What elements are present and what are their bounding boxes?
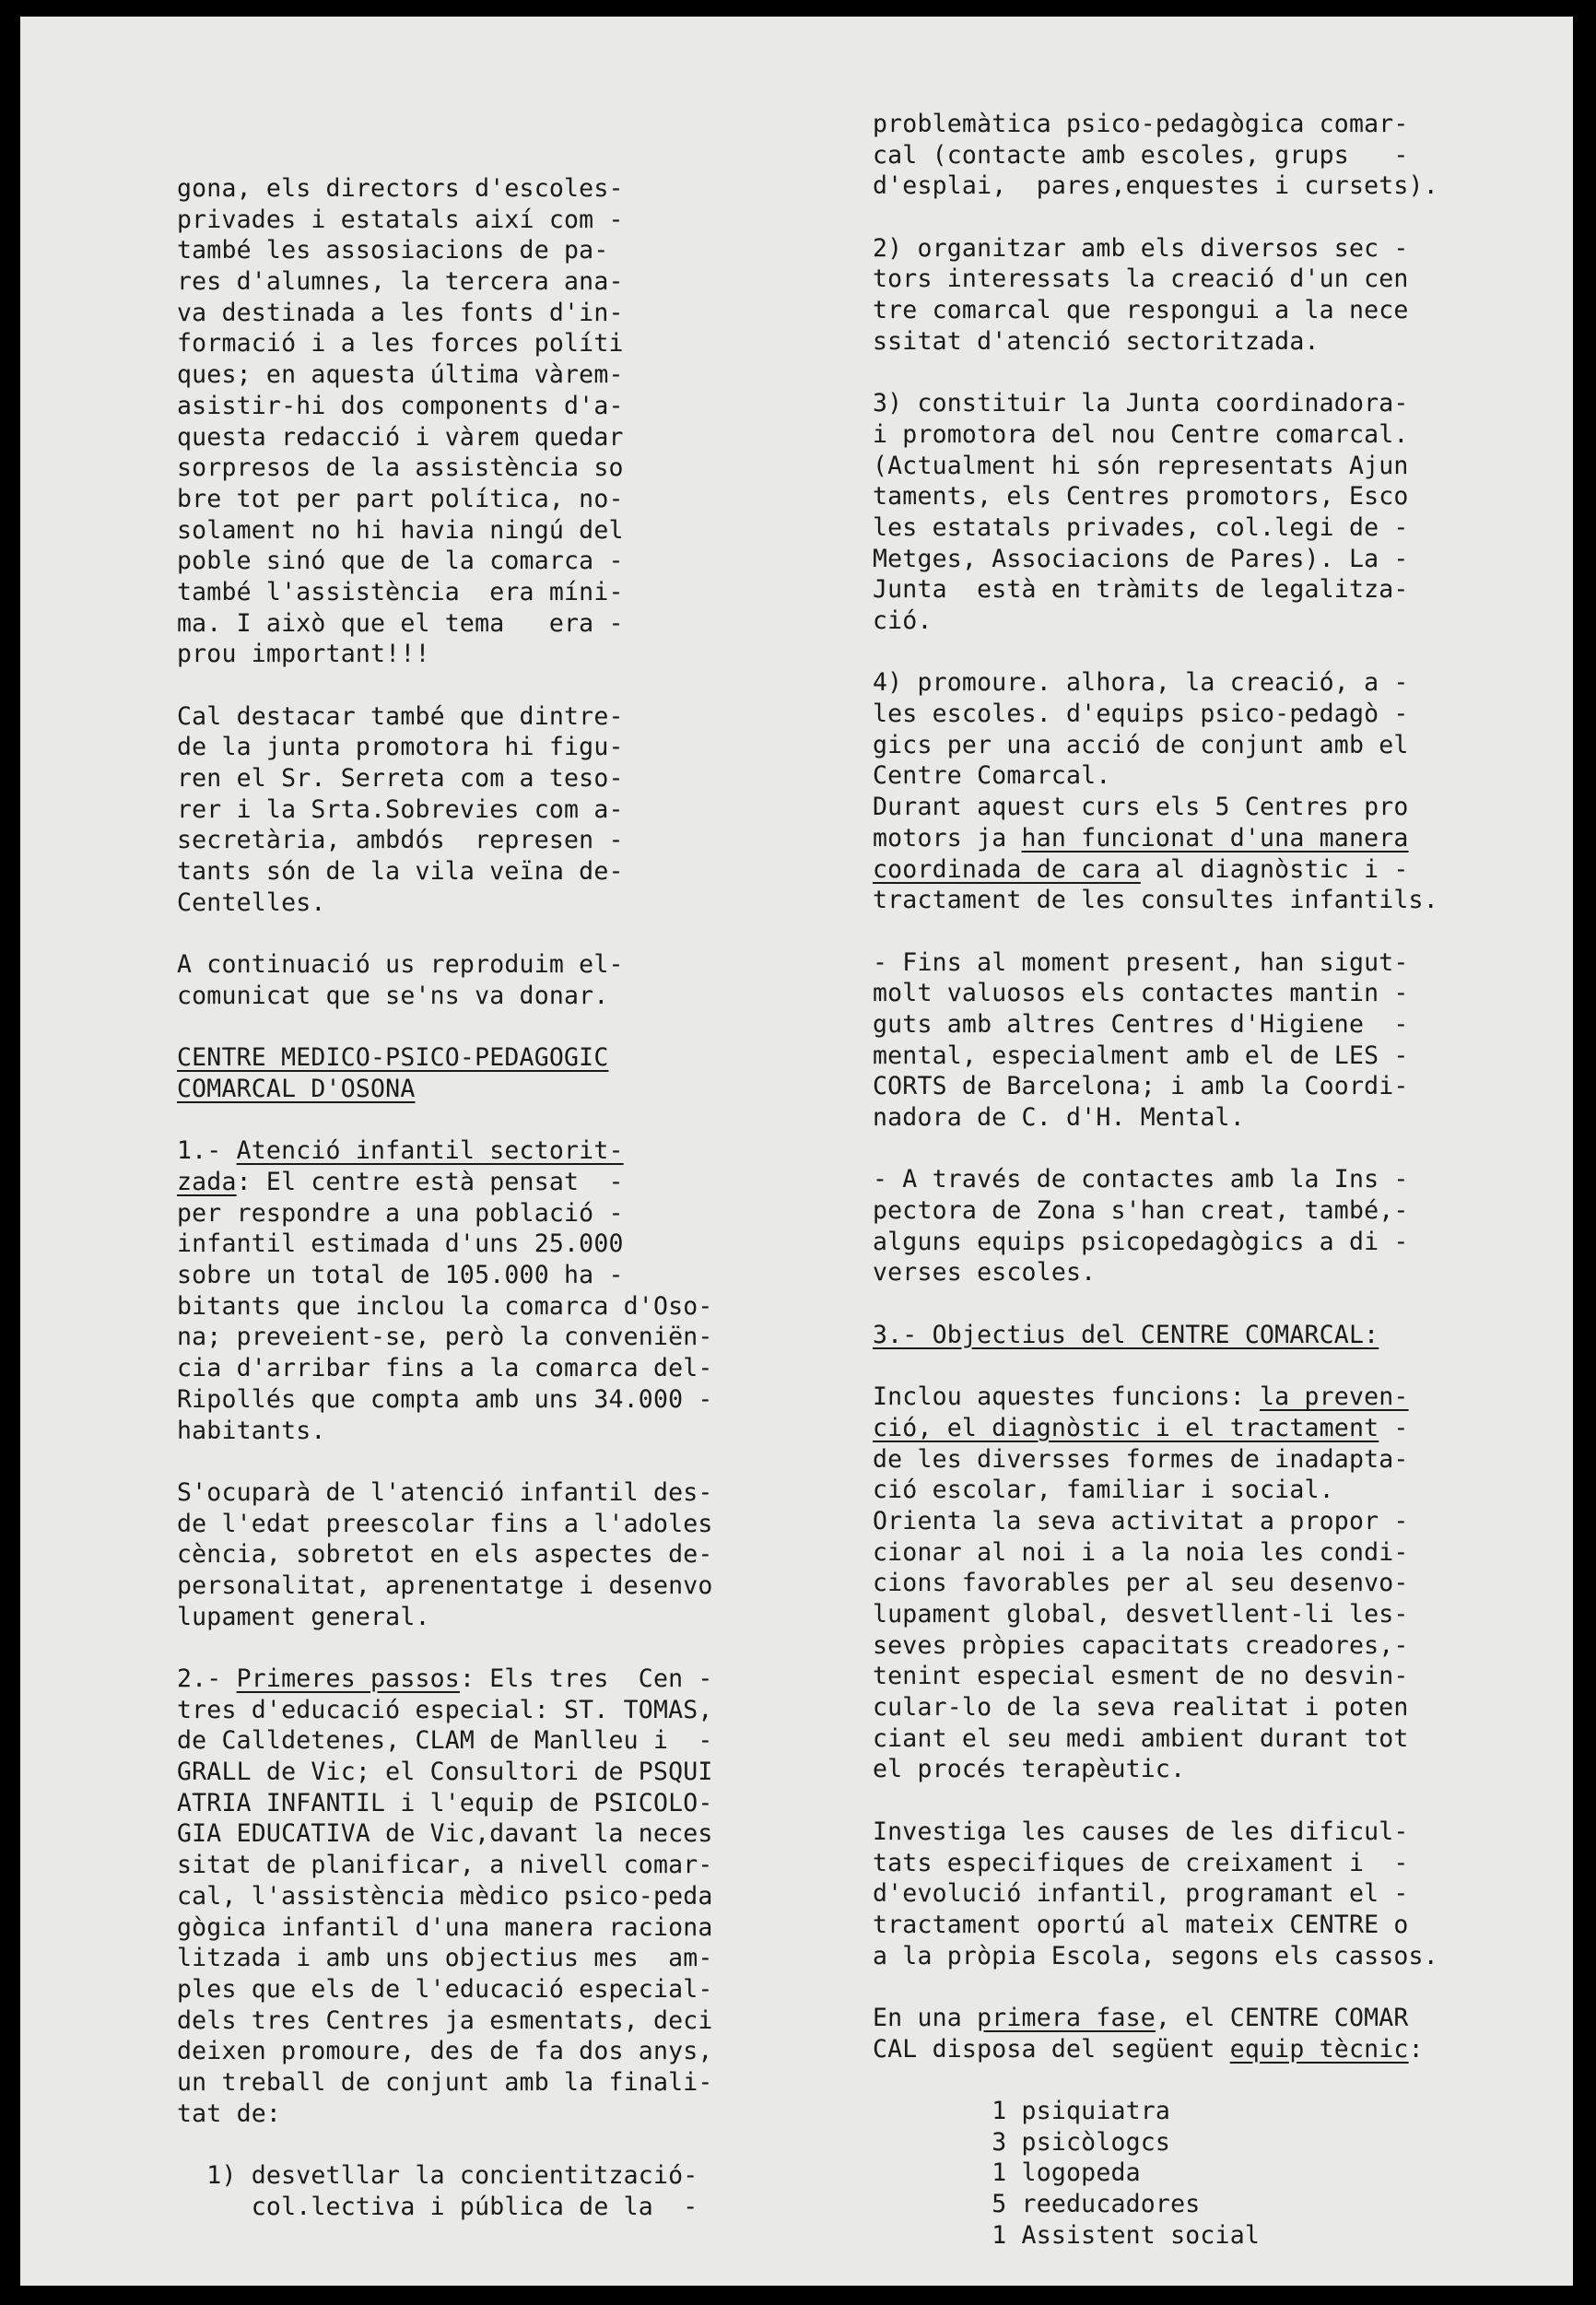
line-text: Durant aquest curs els 5 Centres pro	[873, 793, 1409, 822]
text-line	[873, 760, 1438, 792]
line-text: 3) constituir la Junta coordinadora-	[873, 389, 1409, 418]
text-line	[177, 1167, 713, 1198]
paragraph-gap	[177, 1632, 713, 1664]
text-line	[873, 1320, 1438, 1351]
text-line	[177, 949, 713, 981]
line-text: cència, sobretot en els aspectes de-	[177, 1540, 713, 1570]
text-line	[873, 481, 1438, 512]
line-text: també les assosiacions de pa-	[177, 236, 609, 265]
underlined-text: la preven-	[1260, 1382, 1409, 1412]
line-text: solament no hi havia ningú del	[177, 515, 624, 545]
line-suffix: -	[1379, 1413, 1409, 1442]
text-line	[177, 391, 713, 422]
line-text: personalitat, aprenentatge i desenvo	[177, 1570, 713, 1600]
text-line	[873, 1413, 1438, 1444]
line-text: 1 logopeda	[873, 2158, 1141, 2188]
line-text: infantil estimada d'uns 25.000	[177, 1229, 624, 1259]
line-text: Centelles.	[177, 888, 326, 917]
line-text: dels tres Centres ja esmentats, deci	[177, 2005, 713, 2035]
text-line	[177, 1788, 713, 1819]
text-line	[873, 419, 1438, 451]
line-text: problemàtica psico-pedagògica comar-	[873, 110, 1409, 138]
text-line	[177, 1198, 713, 1229]
text-line	[177, 1229, 713, 1260]
text-line	[177, 1943, 713, 1974]
line-text: (Actualment hi són representats Ajun	[873, 451, 1409, 480]
line-text: 1 psiquiatra	[873, 2097, 1171, 2125]
line-text: ren el Sr. Serreta com a teso-	[177, 764, 624, 794]
text-line	[177, 2160, 713, 2192]
text-line	[177, 888, 713, 919]
text-line	[177, 1416, 713, 1447]
text-line	[177, 1539, 713, 1570]
line-text: a la pròpia Escola, segons els cassos.	[873, 1941, 1438, 1970]
text-line	[873, 451, 1438, 482]
text-line	[873, 140, 1438, 171]
paragraph-gap	[873, 1288, 1438, 1320]
text-line	[873, 1599, 1438, 1630]
paragraph-gap	[873, 1785, 1438, 1817]
line-text: bre tot per part política, no-	[177, 484, 624, 513]
line-text: lupament general.	[177, 1602, 430, 1631]
line-text: tors interessats la creació d'un cen	[873, 265, 1409, 294]
line-text: pectora de Zona s'han creat, també,-	[873, 1196, 1409, 1226]
line-text: sobre un total de 105.000 ha -	[177, 1261, 624, 1290]
line-text: mental, especialment amb el de LES -	[873, 1041, 1409, 1070]
line-text: Metges, Associacions de Pares). La -	[873, 544, 1409, 573]
text-line	[177, 1477, 713, 1509]
line-text: secretària, ambdós represen -	[177, 826, 624, 855]
text-line	[873, 1475, 1438, 1506]
line-text: de l'edat preescolar fins a l'adoles	[177, 1509, 713, 1538]
text-line	[177, 422, 713, 453]
text-line	[177, 1570, 713, 1602]
line-text: A continuació us reproduim el-	[177, 950, 624, 980]
underlined-text: zada	[177, 1168, 237, 1196]
line-text: les estatals privades, col.legi de -	[873, 512, 1409, 542]
text-line	[873, 1754, 1438, 1785]
line-text: guts amb altres Centres d'Higiene -	[873, 1009, 1409, 1039]
line-text: tractament de les consultes infantils.	[873, 886, 1438, 915]
line-text: privades i estatals així com -	[177, 205, 624, 234]
text-line	[177, 2036, 713, 2067]
text-line	[873, 1817, 1438, 1848]
text-line	[177, 1881, 713, 1912]
text-line	[873, 699, 1438, 730]
line-text: ma. I això que el tema era -	[177, 608, 624, 638]
text-line	[873, 885, 1438, 916]
text-line	[177, 2192, 713, 2223]
text-line	[873, 1041, 1438, 1072]
line-text: Orienta la seva activitat a propor -	[873, 1506, 1409, 1535]
line-text: i promotora del nou Centre comarcal.	[873, 419, 1409, 449]
text-line	[177, 1725, 713, 1757]
line-text: 2) organitzar amb els diversos sec -	[873, 233, 1409, 263]
text-line	[873, 1382, 1438, 1413]
line-text: asistir-hi dos components d'a-	[177, 391, 624, 420]
line-prefix: Inclou aquestes funcions:	[873, 1382, 1261, 1412]
text-line	[873, 1164, 1438, 1195]
line-text: nadora de C. d'H. Mental.	[873, 1103, 1245, 1132]
text-line	[873, 2003, 1438, 2034]
underlined-text: coordinada de cara	[873, 854, 1141, 884]
underlined-text: 3.- Objectius del CENTRE COMARCAL:	[873, 1320, 1379, 1349]
text-line	[873, 667, 1438, 699]
line-text: S'ocuparà de l'atenció infantil des-	[177, 1477, 713, 1507]
text-line	[873, 1537, 1438, 1569]
text-line	[873, 978, 1438, 1009]
text-line	[873, 1506, 1438, 1537]
line-text: res d'alumnes, la tercera ana-	[177, 267, 624, 297]
line-text: - A través de contactes amb la Ins -	[873, 1165, 1409, 1194]
line-text: ques; en aquesta última vàrem-	[177, 360, 624, 390]
text-line	[873, 1227, 1438, 1258]
text-line	[177, 608, 713, 640]
text-line	[177, 1322, 713, 1353]
line-suffix: :	[1408, 2034, 1424, 2064]
line-prefix: En una	[873, 2003, 978, 2032]
text-line	[177, 1974, 713, 2005]
text-line	[873, 1568, 1438, 1599]
underlined-text: ció, el diagnòstic i el tractament	[873, 1413, 1379, 1442]
text-line	[873, 1102, 1438, 1134]
paragraph-gap	[873, 1134, 1438, 1165]
text-line	[177, 1757, 713, 1788]
text-line	[177, 577, 713, 608]
line-text: les escoles. d'equips psico-pedagò -	[873, 700, 1409, 729]
text-line	[177, 235, 713, 266]
line-text: per respondre a una població -	[177, 1198, 624, 1228]
text-line	[873, 2127, 1438, 2158]
text-line	[177, 1384, 713, 1416]
line-text: Cal destacar també que dintre-	[177, 701, 624, 731]
text-line	[873, 730, 1438, 761]
line-text: rer i la Srta.Sobrevies com a-	[177, 794, 624, 824]
line-text: cions favorables per al seu desenvo-	[873, 1569, 1409, 1598]
line-text: deixen promoure, des de fa dos anys,	[177, 2037, 713, 2066]
text-line	[873, 1723, 1438, 1755]
text-line	[177, 205, 713, 236]
text-line	[177, 763, 713, 794]
underlined-text: CENTRE MEDICO-PSICO-PEDAGOGIC	[177, 1043, 609, 1073]
text-line	[177, 1074, 713, 1105]
text-line	[873, 1009, 1438, 1041]
line-text: GRALL de Vic; el Consultori de PSQUI	[177, 1758, 713, 1787]
text-line	[873, 792, 1438, 823]
line-text: tenint especial esment de no desvin-	[873, 1662, 1409, 1691]
line-text: litzada i amb uns objectius mes am-	[177, 1944, 713, 1973]
text-line	[177, 1291, 713, 1323]
text-line	[177, 794, 713, 826]
text-line	[873, 295, 1438, 326]
text-line	[873, 233, 1438, 265]
text-line	[177, 2099, 713, 2130]
line-prefix: motors ja	[873, 823, 1022, 853]
paragraph-gap	[873, 916, 1438, 947]
text-line	[873, 2189, 1438, 2220]
text-line	[177, 359, 713, 391]
line-text: tants són de la vila veïna de-	[177, 857, 624, 887]
line-text: formació i a les forces políti	[177, 329, 624, 359]
line-text: 4) promoure. alhora, la creació, a -	[873, 668, 1409, 698]
line-text: tres d'educació especial: ST. TOMAS,	[177, 1695, 713, 1724]
text-line	[177, 1042, 713, 1074]
text-line	[873, 1630, 1438, 1662]
underlined-text: han funcionat d'una manera	[1021, 823, 1409, 853]
text-line	[177, 1353, 713, 1384]
text-line	[177, 173, 713, 205]
text-line	[873, 1195, 1438, 1227]
text-line	[873, 1910, 1438, 1941]
text-line	[873, 544, 1438, 575]
line-text: també l'assistència era míni-	[177, 577, 624, 606]
line-suffix: : Els tres Cen -	[459, 1664, 713, 1693]
document-page	[20, 17, 1573, 2286]
line-text: tractament oportú al mateix CENTRE o	[873, 1910, 1409, 1939]
line-text: bitants que inclou la comarca d'Oso-	[177, 1291, 713, 1321]
line-text: na; preveient-se, però la conveniën-	[177, 1323, 713, 1352]
paragraph-gap	[873, 2064, 1438, 2096]
text-line	[177, 856, 713, 888]
underlined-text: Primeres passos	[236, 1664, 460, 1693]
text-line	[873, 606, 1438, 637]
text-line	[177, 484, 713, 515]
text-line	[873, 823, 1438, 854]
line-prefix: CAL disposa del següent	[873, 2034, 1230, 2064]
line-text: CORTS de Barcelona; i amb la Coordi-	[873, 1072, 1409, 1101]
line-text: lupament global, desvetllent-li les-	[873, 1600, 1409, 1629]
text-line	[177, 1509, 713, 1540]
line-text: 3 psicòlogcs	[873, 2127, 1171, 2157]
line-prefix: 1.-	[177, 1136, 237, 1166]
line-text: seves pròpies capacitats creadores,-	[873, 1630, 1409, 1660]
paragraph-gap	[177, 2129, 713, 2160]
line-suffix: al diagnòstic i -	[1140, 854, 1409, 884]
line-text: d'esplai, pares,enquestes i cursets).	[873, 171, 1438, 201]
paragraph-gap	[873, 358, 1438, 389]
line-text: Ripollés que compta amb uns 34.000 -	[177, 1384, 713, 1414]
line-text: comunicat que se'ns va donar.	[177, 981, 609, 1010]
text-line	[177, 2067, 713, 2099]
underlined-text: COMARCAL D'OSONA	[177, 1074, 416, 1103]
line-text: el procés terapèutic.	[873, 1755, 1186, 1784]
line-text: molt valuosos els contactes mantin -	[873, 979, 1409, 1008]
underlined-text: primera fase	[977, 2003, 1156, 2032]
text-line	[873, 2220, 1438, 2252]
line-prefix: 2.-	[177, 1664, 237, 1693]
line-text: cia d'arribar fins a la comarca del-	[177, 1354, 713, 1383]
line-text: habitants.	[177, 1416, 326, 1445]
paragraph-gap	[873, 637, 1438, 668]
line-text: va destinada a les fonts d'in-	[177, 298, 624, 327]
line-text: sitat de planificar, a nivell comar-	[177, 1851, 713, 1880]
line-text: tat de:	[177, 2099, 282, 2128]
line-text: taments, els Centres promotors, Esco	[873, 482, 1409, 512]
text-line	[177, 546, 713, 577]
line-text: col.lectiva i pública de la -	[177, 2192, 698, 2221]
text-line	[873, 1848, 1438, 1879]
line-text: verses escoles.	[873, 1258, 1097, 1288]
paragraph-gap	[873, 202, 1438, 233]
left-text-column	[177, 173, 713, 2222]
line-text: cal (contacte amb escoles, grups -	[873, 140, 1409, 170]
line-text: GIA EDUCATIVA de Vic,davant la neces	[177, 1819, 713, 1849]
paragraph-gap	[873, 1351, 1438, 1382]
text-line	[873, 2158, 1438, 2189]
text-line	[177, 328, 713, 359]
line-text: Centre Comarcal.	[873, 761, 1111, 791]
text-line	[177, 701, 713, 733]
paragraph-gap	[177, 1446, 713, 1477]
line-text: de Calldetenes, CLAM de Manlleu i -	[177, 1726, 713, 1756]
text-line	[177, 1850, 713, 1881]
underlined-text: Atenció infantil sectorit-	[236, 1136, 624, 1166]
text-line	[177, 453, 713, 484]
text-line	[873, 1941, 1438, 1972]
line-text: gona, els directors d'escoles-	[177, 174, 624, 203]
paragraph-gap	[177, 1105, 713, 1136]
line-text: un treball de conjunt amb la finali-	[177, 2067, 713, 2097]
text-line	[177, 639, 713, 670]
line-suffix: : El centre està pensat -	[236, 1168, 624, 1196]
line-text: 5 reeducadores	[873, 2190, 1201, 2219]
line-text: gògica infantil d'una manera raciona	[177, 1912, 713, 1942]
line-text: - Fins al moment present, han sigut-	[873, 947, 1409, 977]
line-text: ció escolar, familiar i social.	[873, 1476, 1334, 1505]
line-text: gics per una acció de conjunt amb el	[873, 730, 1409, 759]
text-line	[873, 388, 1438, 419]
text-line	[177, 298, 713, 329]
text-line	[873, 264, 1438, 295]
text-line	[873, 1444, 1438, 1476]
line-text: tre comarcal que respongui a la nece	[873, 296, 1409, 325]
text-line	[873, 1071, 1438, 1102]
line-text: Investiga les causes de les dificul-	[873, 1817, 1409, 1846]
paragraph-gap	[177, 670, 713, 701]
text-line	[177, 515, 713, 547]
text-line	[873, 1878, 1438, 1910]
text-line	[873, 109, 1438, 140]
text-line	[177, 1695, 713, 1726]
line-text: 1) desvetllar la concientització-	[177, 2161, 698, 2190]
text-line	[873, 947, 1438, 979]
text-line	[177, 1912, 713, 1944]
line-text: ples que els de l'educació especial-	[177, 1974, 713, 2004]
line-text: Junta està en tràmits de legalitza-	[873, 575, 1409, 605]
underlined-text: equip tècnic	[1229, 2034, 1409, 2064]
text-line	[177, 2005, 713, 2037]
right-text-column	[873, 109, 1438, 2251]
paragraph-gap	[873, 1971, 1438, 2003]
text-line	[177, 1260, 713, 1291]
text-line	[873, 171, 1438, 202]
text-line	[873, 854, 1438, 886]
line-text: 1 Assistent social	[873, 2220, 1261, 2250]
line-text: ciant el seu medi ambient durant tot	[873, 1723, 1409, 1753]
line-text: alguns equips psicopedagògics a di -	[873, 1227, 1409, 1256]
paragraph-gap	[177, 919, 713, 950]
line-text: tats especifiques de creixament i -	[873, 1848, 1409, 1877]
text-line	[873, 1692, 1438, 1723]
line-text: cular-lo de la seva realitat i poten	[873, 1693, 1409, 1723]
text-line	[873, 1661, 1438, 1692]
text-line	[177, 825, 713, 856]
line-text: de la junta promotora hi figu-	[177, 733, 624, 762]
line-text: questa redacció i vàrem quedar	[177, 422, 624, 452]
text-line	[177, 1602, 713, 1633]
text-line	[177, 981, 713, 1012]
paragraph-gap	[177, 1012, 713, 1043]
text-line	[873, 2096, 1438, 2127]
text-line	[177, 1135, 713, 1167]
text-line	[177, 266, 713, 298]
text-line	[177, 1664, 713, 1695]
text-line	[177, 732, 713, 763]
line-text: cal, l'assistència mèdico psico-peda	[177, 1881, 713, 1911]
line-text: sorpresos de la assistència so	[177, 453, 624, 483]
line-text: de les diversses formes de inadapta-	[873, 1444, 1409, 1474]
text-line	[873, 512, 1438, 544]
text-line	[873, 326, 1438, 358]
text-line	[873, 574, 1438, 606]
line-text: ATRIA INFANTIL i l'equip de PSICOLO-	[177, 1788, 713, 1817]
line-text: d'evolució infantil, programant el -	[873, 1879, 1409, 1909]
line-text: poble sinó que de la comarca -	[177, 547, 624, 576]
line-suffix: , el CENTRE COMAR	[1155, 2003, 1409, 2032]
text-line	[873, 1257, 1438, 1288]
text-line	[873, 2034, 1438, 2065]
line-text: cionar al noi i a la noia les condi-	[873, 1537, 1409, 1567]
line-text: ssitat d'atenció sectoritzada.	[873, 326, 1320, 356]
text-line	[177, 1818, 713, 1850]
line-text: prou important!!!	[177, 640, 430, 669]
line-text: ció.	[873, 606, 933, 635]
